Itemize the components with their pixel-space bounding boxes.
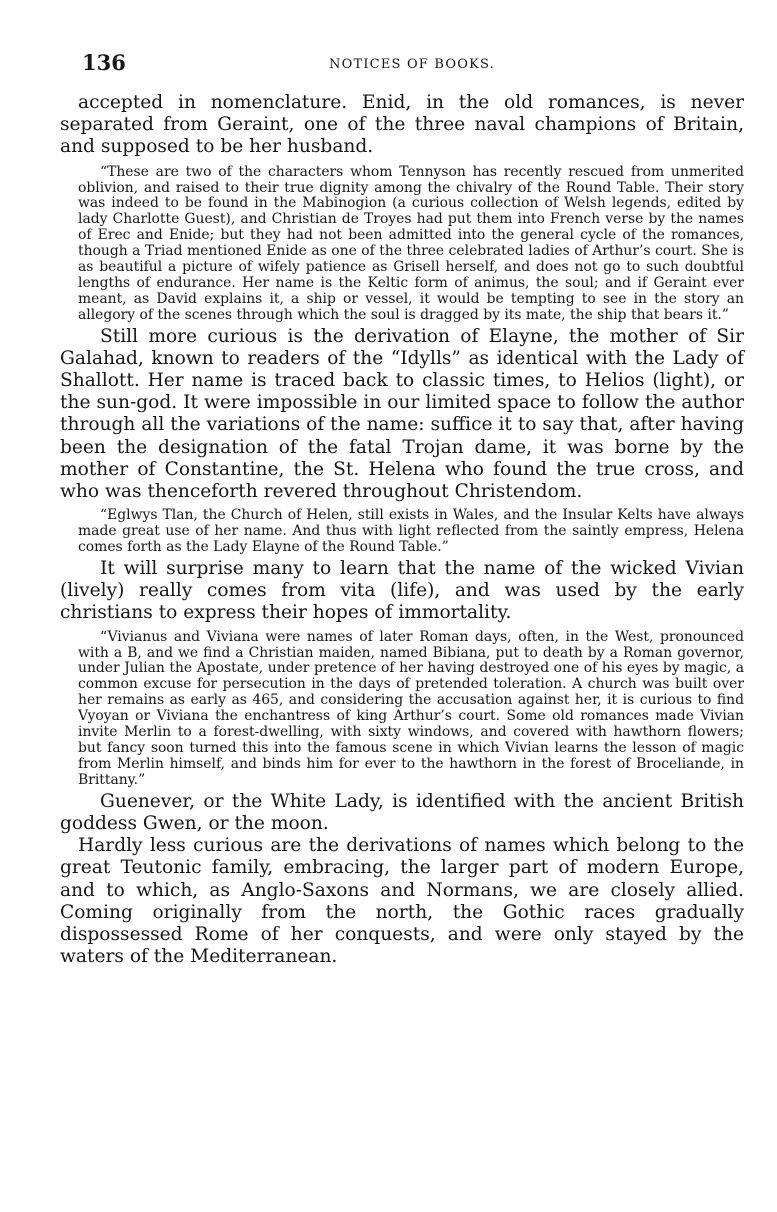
quote-eglwys-tlan: “Eglwys Tlan, the Church of Helen, still exists in Wales, and the Insular Kelts have always made great use of her name. And thus with light reflected from the saintly empress, Helena comes forth as the Lady Elayne of the Round Table.” bbox=[78, 507, 744, 556]
page-header bbox=[82, 50, 742, 80]
page-number: 136 bbox=[82, 50, 126, 75]
page-body bbox=[60, 92, 744, 968]
paragraph-elayne: Still more curious is the derivation of Elayne, the mother of Sir Galahad, known to readers of the “Idylls” as identical with the Lady of Shallott. Her name is traced back to classic times, to Helios (light), or the sun-god. It were impossible in our limited space to follow the author through all the variations of the name: suffice it to say that, after having been the designation of the fatal Trojan dame, it was borne by the mother of Constantine, the St. Helena who found the true cross, and who was thenceforth revered throughout Christendom. bbox=[60, 325, 744, 503]
paragraph-guenever: Guenever, or the White Lady, is identified with the ancient British goddess Gwen, or the moon. bbox=[60, 790, 744, 834]
quote-tennyson-characters: “These are two of the characters whom Tennyson has recently rescued from unmerited oblivion, and raised to their true dignity among the chivalry of the Round Table. Their story was indeed to be found in the Mabinogion (a curious collection of Welsh legends, edited by lady Charlotte Guest), and Christian de Troyes had put them into French verse by the names of Erec and Enide; but they had not been admitted into the general cycle of the romances, though a Triad mentioned Enide as one of the three celebrated ladies of Arthur’s court. She is as beautiful a picture of wifely patience as Grisell herself, and does not go to such doubtful lengths of endurance. Her name is the Keltic form of animus, the soul; and if Geraint ever meant, as David explains it, a ship or vessel, it would be tempting to see in the story an allegory of the scenes through which the soul is dragged by its mate, the ship that bears it.” bbox=[78, 163, 744, 323]
quote-vivianus: “Vivianus and Viviana were names of later Roman days, often, in the West, pronounced with a B, and we find a Christian maiden, named Bibiana, put to death by a Roman governor, under Julian the Apostate, under pretence of her having destroyed one of his eyes by magic, a common excuse for persecution in the days of pretended toleration. A church was built over her remains as early as 465, and considering the accusation against her, it is curious to find Vyoyan or Viviana the enchantress of king Arthur’s court. Some old romances made Vivian invite Merlin to a forest-dwelling, with sixty windows, and covered with hawthorn flowers; but fancy soon turned this into the famous scene in which Vivian learns the lesson of magic from Merlin himself, and binds him for ever to the hawthorn in the forest of Broceliande, in Brittany.” bbox=[78, 628, 744, 788]
paragraph-teutonic: Hardly less curious are the derivations of names which belong to the great Teutonic family, embracing, the larger part of modern Europe, and to which, as Anglo-Saxons and Normans, we are closely allied. Coming originally from the north, the Gothic races gradually dispossessed Rome of her conquests, and were only stayed by the waters of the Mediterranean. bbox=[60, 835, 744, 968]
paragraph-enid: accepted in nomenclature. Enid, in the old romances, is never separated from Geraint, one of the three naval champions of Britain, and supposed to be her husband. bbox=[60, 92, 744, 158]
running-title: NOTICES OF BOOKS. bbox=[329, 57, 495, 72]
paragraph-vivian: It will surprise many to learn that the name of the wicked Vivian (lively) really comes from vita (life), and was used by the early christians to express their hopes of immortality. bbox=[60, 558, 744, 624]
